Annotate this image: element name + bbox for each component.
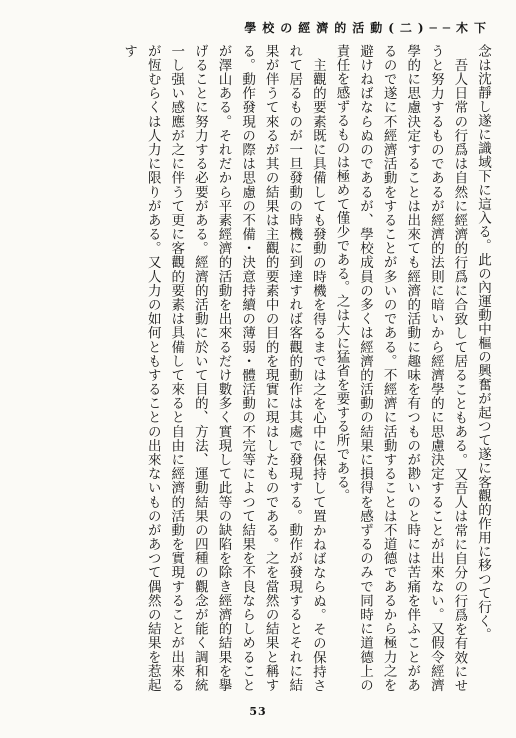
paragraph-1: 念は沈靜し遂に識域下に這入る。此の內運動中樞の興奮が起つて遂に客觀的作用に移つて行く。 bbox=[475, 44, 491, 642]
paragraph-2: 吾人日常の行爲は自然に經濟的行爲に合致して居ることもある。又吾人は常に自分の行爲を有效にせうと努力するものであるが經濟的法則に暗いから經濟學的に思慮決定することが出來ない。又假令經濟學的に思慮決定することは出來ても經濟的活動に趣味を有つものが尠いのと時には苦痛を伴ふことがあるので遂に不經濟活動をすることが多いのである。不經濟に活動することは不道德であるから極力之を避けねばならぬのであるが、學校成員の多くは經濟的活動の結果に損得を感ずるのみで同時に道德上の責任を感ずるものは極めて僅少である。之は大に猛省を要する所である。 bbox=[333, 44, 468, 692]
body-text bbox=[22, 44, 494, 692]
running-title: 學校の經濟的活動(二)──木下 bbox=[244, 20, 492, 35]
page-number: 53 bbox=[249, 705, 267, 718]
running-header bbox=[24, 14, 492, 40]
paragraph-3: 主觀的要素既に具備しても發動の時機を得るまでは之を心中に保持して置かねばならぬ。その保持されて居るものが一旦發動の時機に到達すれば客觀的動作は其處で發現する。動作が發現するとそれに結果が伴うて來るが其の結果は主觀的要素中の目的を現實に現はしたものである。之を當然の結果と稱する。動作發現の際は思慮の不備・決意持續の薄弱・體活動の不完等によつて結果を不良ならしめることが澤山ある。それだから平素經濟的活動を出來るだけ數多く實現して此等の缺陷を除き經濟的結果を擧げることに努力する必要がある。經濟的活動に於いて目的、方法、運動結果の四種の觀念が能く調和統一し强い感應が之に伴うて更に客觀的要素は具備して來ると自由に經濟的活動を實現することが出來るが恆むらくは人力に限りがある。又人力の如何ともすることの出來ないものがあつて偶然の結果を惹起す bbox=[121, 44, 326, 692]
